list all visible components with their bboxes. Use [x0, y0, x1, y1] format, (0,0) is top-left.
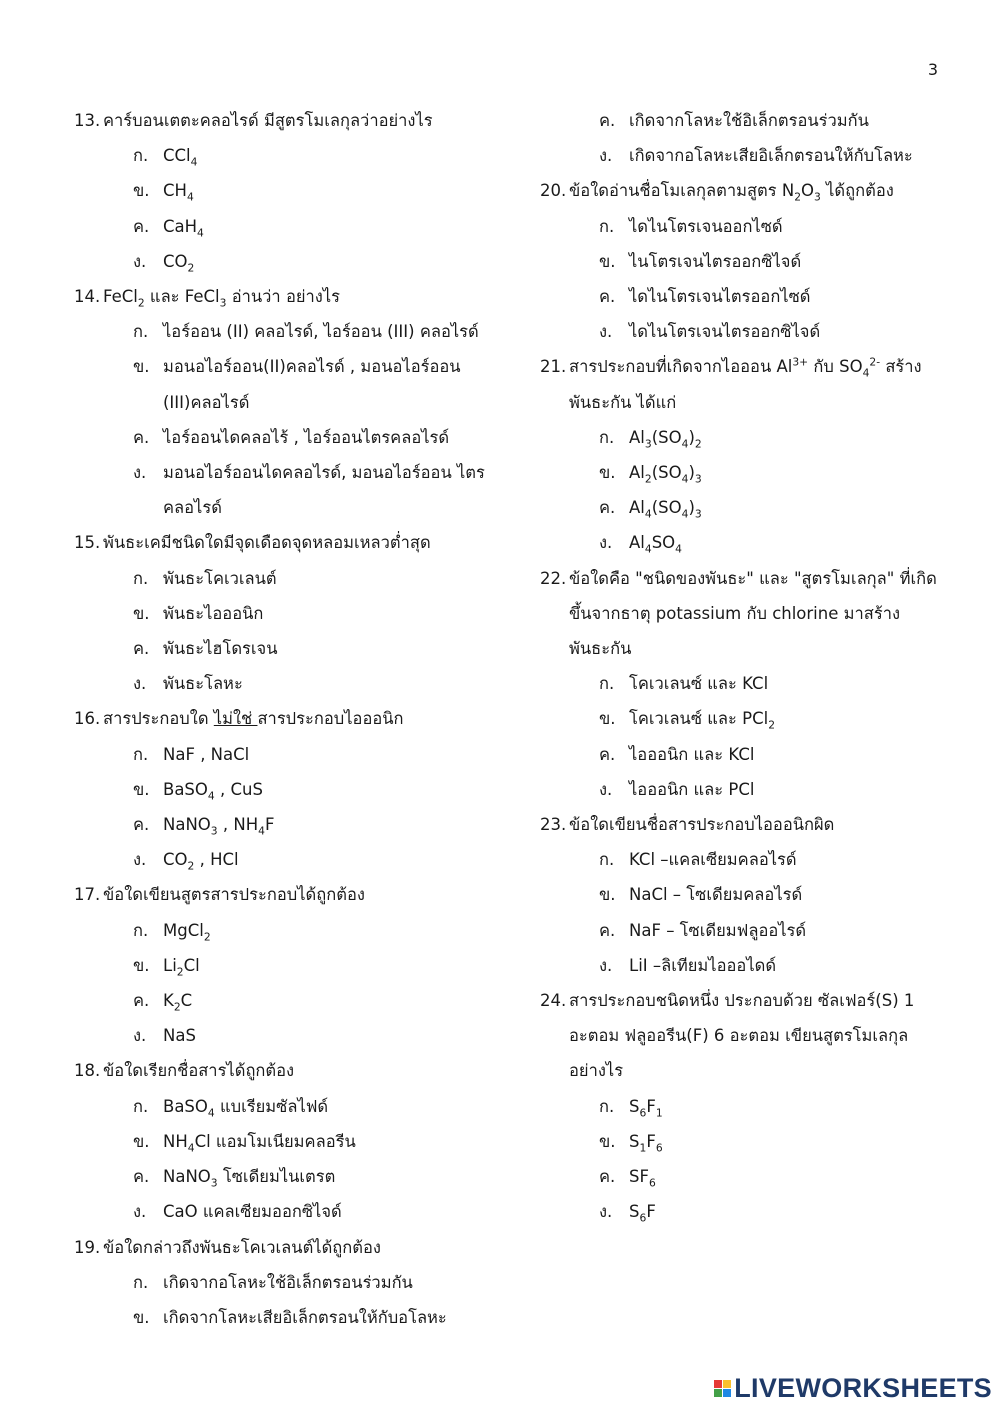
question-number: 14.	[74, 287, 101, 307]
answer-option	[540, 1159, 940, 1194]
option-label: ข.	[599, 709, 616, 729]
question-text	[540, 173, 940, 208]
answer-option	[540, 772, 940, 807]
option-text: โคเวเลนซ์ และ KCl	[629, 674, 769, 694]
option-label: ข.	[133, 1131, 150, 1151]
option-text: เกิดจากโลหะเสียอิเล็กตรอนให้กับอโลหะ	[163, 1307, 447, 1327]
question-body: FeCl$_2$ และ FeCl$_3$ อ่านว่า อย่างไร	[103, 287, 341, 310]
option-label: ข.	[133, 181, 150, 201]
question-text	[540, 349, 940, 419]
option-label: ก.	[133, 1272, 149, 1292]
question	[540, 807, 940, 983]
question-text	[74, 525, 494, 560]
answer-option	[74, 1124, 494, 1159]
option-text: NaS	[163, 1026, 196, 1046]
option-label: ข.	[133, 779, 150, 799]
option-label: ง.	[133, 463, 147, 483]
option-label: ค.	[133, 427, 150, 447]
answer-option	[74, 666, 494, 701]
question-number: 18.	[74, 1061, 101, 1081]
option-text: MgCl$_2$	[163, 920, 211, 943]
answer-option	[74, 948, 494, 983]
answer-option	[540, 209, 940, 244]
option-text: $Al_4(SO_4)_3$	[629, 498, 702, 521]
question	[74, 1053, 494, 1229]
option-text: KCl –แคลเซียมคลอไรด์	[629, 850, 797, 870]
option-text: มอนอไอร์ออนไดคลอไรด์, มอนอไอร์ออน ไตรคลอไรด์	[163, 463, 485, 518]
question-text	[74, 1230, 494, 1265]
answer-option	[540, 244, 940, 279]
option-label: ค.	[599, 287, 616, 307]
answer-option	[74, 455, 494, 525]
option-text: พันธะไอออนิก	[163, 603, 264, 623]
option-label: ค.	[133, 815, 150, 835]
question-text	[540, 561, 940, 667]
option-label: ค.	[599, 744, 616, 764]
question-text	[74, 877, 494, 912]
option-text: ไดไนโตรเจนไตรออกไซด์	[629, 287, 811, 307]
option-text: $S_1F_6$	[629, 1131, 663, 1155]
option-label: ก.	[133, 146, 149, 166]
answer-option	[540, 455, 940, 490]
option-label: ข.	[133, 1307, 150, 1327]
option-text: NaCl – โซเดียมคลอไรด์	[629, 885, 803, 905]
option-text: $S_6F_1$	[629, 1096, 663, 1119]
option-label: ค.	[133, 639, 150, 659]
option-text: BaSO$_4$ แบเรียมซัลไฟด์	[163, 1096, 329, 1119]
question-number: 15.	[74, 533, 101, 553]
option-label: ค.	[133, 216, 150, 236]
option-label: ง.	[133, 1202, 147, 1222]
answer-option	[74, 631, 494, 666]
option-label: ง.	[133, 251, 147, 271]
answer-option	[74, 983, 494, 1018]
answer-option	[540, 1124, 940, 1159]
answer-option	[74, 1265, 494, 1300]
option-text: ไอออนิก และ KCl	[629, 744, 755, 764]
option-text: ไอร์ออนไดคลอไร้ , ไอร์ออนไตรคลอไรด์	[163, 427, 450, 447]
question-body: สารประกอบชนิดหนึ่ง ประกอบด้วย ซัลเฟอร์(S) 1 อะตอม ฟลูออรีน(F) 6 อะตอม เขียนสูตรโมเลกุลอย่างไร	[569, 991, 915, 1081]
answer-option	[74, 1018, 494, 1053]
option-label: ง.	[599, 146, 613, 166]
answer-option	[74, 420, 494, 455]
answer-option	[540, 1194, 940, 1229]
option-text: $S_6F$	[629, 1202, 656, 1225]
question-text	[540, 983, 940, 1089]
option-text: LiI –ลิเทียมไอออไดด์	[629, 955, 777, 975]
question-number: 17.	[74, 885, 101, 905]
answer-option	[74, 1159, 494, 1194]
option-text: $CO_2$ , HCl	[163, 850, 239, 873]
option-text: CaH$_4$	[163, 216, 204, 239]
option-label: ข.	[133, 357, 150, 377]
option-label: ง.	[133, 1026, 147, 1046]
option-text: ไดไนโตรเจนออกไซด์	[629, 216, 783, 236]
question-body: ข้อใดเขียนชื่อสารประกอบไอออนิกผิด	[569, 815, 835, 835]
answer-option	[74, 561, 494, 596]
answer-option	[540, 737, 940, 772]
option-label: ข.	[133, 955, 150, 975]
question-text	[74, 279, 494, 314]
option-text: $NH_4Cl$ แอมโมเนียมคลอรีน	[163, 1131, 356, 1155]
answer-option	[74, 138, 494, 173]
question-text	[74, 701, 494, 736]
question-number: 20.	[540, 181, 567, 201]
option-text: โคเวเลนซ์ และ PCl$_2$	[629, 709, 776, 732]
answer-option	[540, 279, 940, 314]
option-label: ค.	[599, 1167, 616, 1187]
answer-option	[540, 842, 940, 877]
answer-option	[74, 1089, 494, 1124]
question	[74, 103, 494, 279]
question-body: คาร์บอนเตตะคลอไรด์ มีสูตรโมเลกุลว่าอย่างไร	[103, 111, 433, 130]
left-column	[74, 103, 494, 1335]
option-label: ง.	[599, 1202, 613, 1222]
option-text: NaF , NaCl	[163, 744, 250, 764]
answer-option	[540, 666, 940, 701]
answer-option	[540, 1089, 940, 1124]
option-label: ง.	[133, 850, 147, 870]
question-text	[540, 807, 940, 842]
question-body: ข้อใดอ่านชื่อโมเลกุลตามสูตร $N_2O_3$ ได้ถูกต้อง	[569, 181, 894, 204]
option-text: $Al_4SO_4$	[629, 533, 682, 556]
option-label: ค.	[599, 920, 616, 940]
option-text: $SF_6$	[629, 1167, 656, 1190]
question	[74, 1230, 494, 1336]
question-number: 19.	[74, 1237, 101, 1257]
answer-option	[74, 349, 494, 419]
option-label: ข.	[599, 251, 616, 271]
option-label: ก.	[133, 322, 149, 342]
option-text: ไนโตรเจนไตรออกซิไจด์	[629, 251, 802, 271]
question	[540, 561, 940, 807]
option-text: ไดไนโตรเจนไตรออกซิไจด์	[629, 322, 821, 342]
option-text: เกิดจากอโลหะเสียอิเล็กตรอนให้กับโลหะ	[629, 146, 913, 166]
option-label: ก.	[133, 568, 149, 588]
question	[74, 525, 494, 701]
liveworksheets-logo	[714, 1371, 992, 1405]
option-text: ไอออนิก และ PCl	[629, 779, 755, 799]
option-text: เกิดจากอโลหะใช้อิเล็กตรอนร่วมกัน	[163, 1272, 413, 1292]
option-text: $CO_2$	[163, 251, 195, 275]
answer-option	[540, 314, 940, 349]
question	[74, 279, 494, 525]
answer-option	[540, 913, 940, 948]
question-number: 24.	[540, 991, 567, 1011]
question-body: สารประกอบใด ไม่ใช่ สารประกอบไอออนิก	[103, 709, 404, 729]
answer-option	[74, 772, 494, 807]
question	[540, 983, 940, 1229]
option-text: มอนอไอร์ออน(II)คลอไรด์ , มอนอไอร์ออน (III)คลอไรด์	[163, 357, 461, 412]
logo-square-blue	[723, 1389, 731, 1397]
option-label: ก.	[599, 216, 615, 236]
answer-option	[74, 807, 494, 842]
question-number: 13.	[74, 111, 101, 130]
option-text: พันธะโลหะ	[163, 674, 243, 694]
option-label: ค.	[599, 498, 616, 518]
option-label: ข.	[599, 885, 616, 905]
question-number: 21.	[540, 357, 567, 377]
option-label: ก.	[599, 850, 615, 870]
option-text: CCl$_4$	[163, 146, 198, 169]
answer-option	[540, 138, 940, 173]
option-label: ค.	[133, 991, 150, 1011]
question	[74, 701, 494, 877]
question-body: ข้อใดคือ "ชนิดของพันธะ" และ "สูตรโมเลกุล" ที่เกิดขึ้นจากธาตุ potassium กับ chlorine มาสร้างพันธะกัน	[569, 568, 937, 659]
option-text: CaO แคลเซียมออกซิไจด์	[163, 1202, 342, 1222]
option-label: ค.	[599, 111, 616, 130]
answer-option	[540, 420, 940, 455]
answer-option	[540, 877, 940, 912]
option-text: พันธะโคเวเลนต์	[163, 568, 277, 588]
answer-option	[74, 1300, 494, 1335]
answer-option	[74, 913, 494, 948]
option-text: NaNO$_3$ , $NH_4F$	[163, 815, 275, 838]
answer-option	[74, 173, 494, 208]
option-label: ง.	[599, 779, 613, 799]
option-label: ค.	[133, 1167, 150, 1187]
answer-option	[540, 701, 940, 736]
option-label: ก.	[599, 1096, 615, 1116]
option-label: ข.	[133, 603, 150, 623]
answer-option	[540, 948, 940, 983]
option-label: ง.	[599, 533, 613, 553]
option-label: ก.	[599, 674, 615, 694]
logo-square-green	[714, 1389, 722, 1397]
option-label: ก.	[133, 920, 149, 940]
answer-option	[74, 209, 494, 244]
option-label: ก.	[133, 1096, 149, 1116]
answer-option	[74, 244, 494, 279]
question	[540, 103, 940, 173]
option-label: ก.	[599, 427, 615, 447]
question-text	[74, 103, 494, 138]
question	[74, 877, 494, 1053]
option-label: ง.	[599, 322, 613, 342]
question-text	[74, 1053, 494, 1088]
option-text: NaNO$_3$ โซเดียมไนเตรต	[163, 1167, 336, 1190]
question-number: 16.	[74, 709, 101, 729]
answer-option	[74, 596, 494, 631]
answer-option	[540, 103, 940, 138]
logo-text: LIVEWORKSHEETS	[734, 1372, 992, 1403]
option-text: $Li_2Cl$	[163, 955, 200, 979]
answer-option	[74, 842, 494, 877]
question-body: ข้อใดเรียกชื่อสารได้ถูกต้อง	[103, 1061, 295, 1081]
logo-mark-icon	[714, 1380, 731, 1397]
option-label: ข.	[599, 463, 616, 483]
question-body: ข้อใดกล่าวถึงพันธะโคเวเลนต์ได้ถูกต้อง	[103, 1237, 381, 1257]
option-label: ข.	[599, 1131, 616, 1151]
option-text: เกิดจากโลหะใช้อิเล็กตรอนร่วมกัน	[629, 111, 869, 130]
answer-option	[74, 314, 494, 349]
question-body: ข้อใดเขียนสูตรสารประกอบได้ถูกต้อง	[103, 885, 365, 905]
option-label: ง.	[599, 955, 613, 975]
option-text: $Al_3(SO_4)_2$	[629, 427, 702, 451]
option-text: ไอร์ออน (II) คลอไรด์, ไอร์ออน (III) คลอไรด์	[163, 322, 479, 342]
option-text: NaF – โซเดียมฟลูออไรด์	[629, 920, 807, 940]
option-text: $Al_2(SO_4)_3$	[629, 463, 702, 486]
question-number: 22.	[540, 568, 567, 588]
answer-option	[540, 525, 940, 560]
answer-option	[74, 737, 494, 772]
option-text: BaSO$_4$ , CuS	[163, 779, 263, 803]
question-body: สารประกอบที่เกิดจากไอออน $Al^{3+}$ กับ $SO_4^{2-}$ สร้างพันธะกัน ได้แก่	[569, 355, 922, 412]
option-label: ง.	[133, 674, 147, 694]
question-body: พันธะเคมีชนิดใดมีจุดเดือดจุดหลอมเหลวต่ำสุด	[103, 533, 431, 553]
page-number: 3	[927, 60, 938, 79]
question	[540, 173, 940, 349]
option-text: $K_2C$	[163, 991, 193, 1014]
logo-square-red	[714, 1380, 722, 1388]
right-column	[540, 103, 940, 1230]
answer-option	[540, 490, 940, 525]
option-text: พันธะไฮโดรเจน	[163, 639, 278, 659]
option-label: ก.	[133, 744, 149, 764]
answer-option	[74, 1194, 494, 1229]
question-number: 23.	[540, 815, 567, 835]
option-text: $CH_4$	[163, 181, 194, 204]
question	[540, 349, 940, 560]
logo-square-yellow	[723, 1380, 731, 1388]
